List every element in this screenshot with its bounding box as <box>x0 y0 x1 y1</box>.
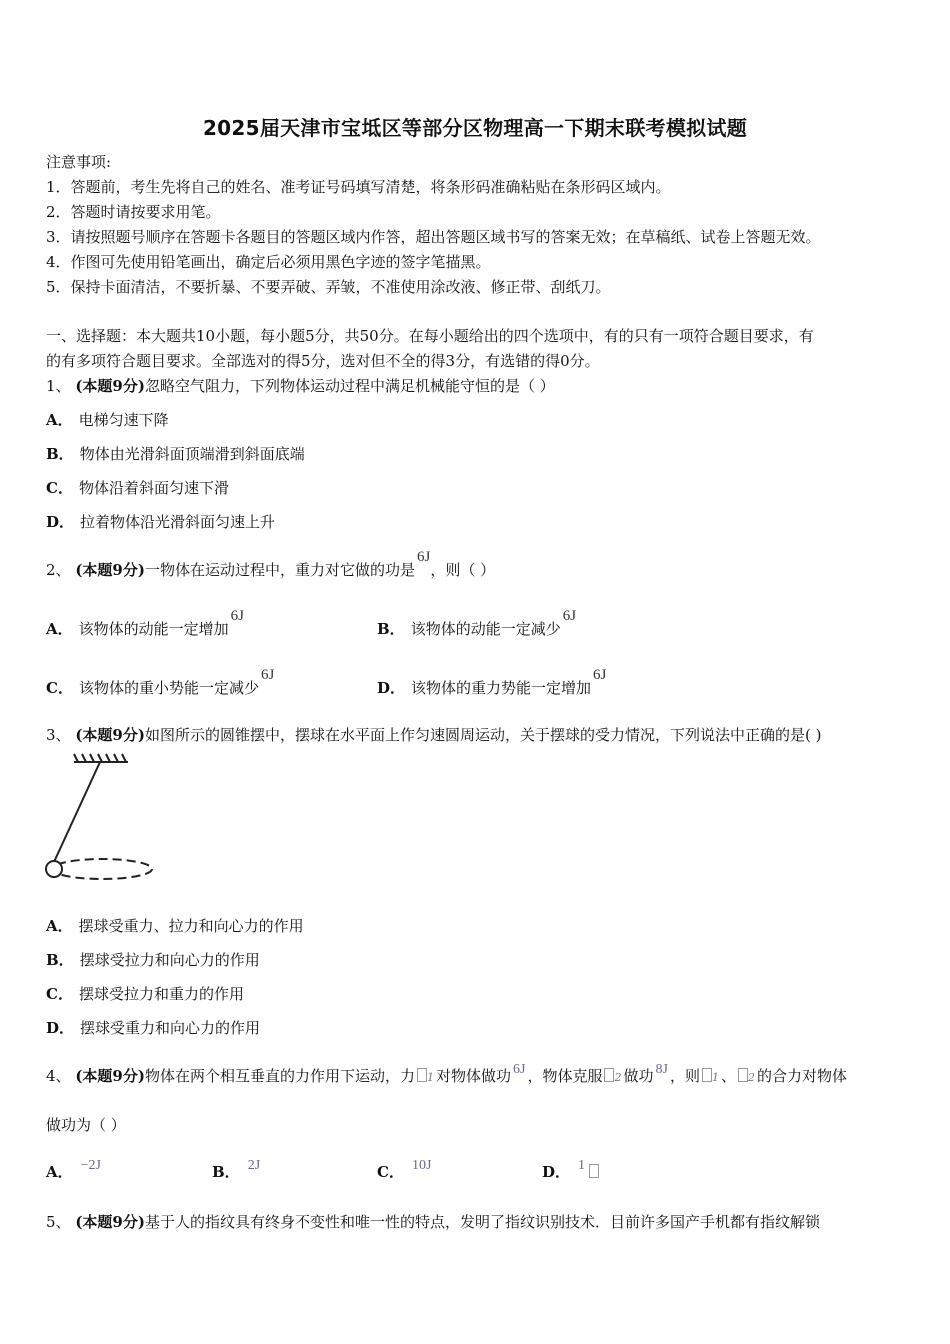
question-text: 的合力对物体 <box>756 1067 847 1085</box>
question-2-option-a <box>46 608 244 640</box>
question-2-stem <box>46 549 496 581</box>
question-3-option-d <box>46 1018 260 1038</box>
section-header-line: 一、选择题：本大题共10小题，每小题5分，共50分。在每小题给出的四个选项中，有的只有一项符合题目要求，有 <box>46 327 814 345</box>
pendulum-string <box>54 762 100 862</box>
question-text: 做功 <box>623 1067 654 1085</box>
option-value: 6J <box>230 608 244 624</box>
question-4-stem-line2: 做功为（ ） <box>46 1116 126 1134</box>
question-1-option-b <box>46 444 305 464</box>
option-value: 6J <box>562 608 577 624</box>
option-label: C． <box>46 679 73 697</box>
option-text: 摆球受重力和向心力的作用 <box>80 1019 261 1037</box>
option-text: 该物体的动能一定减少 <box>410 620 561 638</box>
option-text: 该物体的重力势能一定增加 <box>411 679 592 697</box>
option-label: D． <box>46 513 75 531</box>
notice-item: 2．答题时请按要求用笔。 <box>46 203 221 221</box>
question-number: 1、 <box>46 377 71 395</box>
force-symbol-box <box>417 1068 427 1082</box>
question-number: 5、 <box>46 1213 71 1231</box>
pendulum-bob <box>46 861 62 877</box>
question-2-option-b <box>377 608 577 640</box>
option-label: D． <box>377 679 406 697</box>
option-value: 2J <box>247 1158 261 1173</box>
force-subscript: 2 <box>747 1071 755 1084</box>
force-subscript: 2 <box>614 1071 622 1084</box>
question-4-stem <box>46 1062 847 1088</box>
question-text: ，则 <box>669 1067 700 1085</box>
question-4-option-d <box>542 1158 599 1184</box>
option-text: 摆球受拉力和重力的作用 <box>78 985 244 1003</box>
question-text: 忽略空气阻力，下列物体运动过程中满足机械能守恒的是（ ） <box>144 377 555 395</box>
question-3-stem <box>46 725 821 745</box>
option-text: 电梯匀速下降 <box>78 411 169 429</box>
option-text: 摆球受拉力和向心力的作用 <box>79 951 260 969</box>
force-symbol-box <box>738 1068 748 1082</box>
question-2-option-d <box>377 667 607 699</box>
option-label: A． <box>46 1163 73 1181</box>
question-text: 基于人的指纹具有终身不变性和唯一性的特点，发明了指纹识别技术．目前许多国产手机都有指纹解锁 <box>144 1213 820 1231</box>
option-value: 10J <box>411 1158 432 1173</box>
question-text: 如图所示的圆锥摆中，摆球在水平面上作匀速圆周运动，关于摆球的受力情况，下列说法中正确的是( ) <box>144 726 822 744</box>
question-number: 2、 <box>46 561 71 579</box>
option-label: B． <box>46 445 74 463</box>
question-text: ，物体克服 <box>527 1067 603 1085</box>
notice-item: 5．保持卡面清洁，不要折暴、不要弄破、弄皱，不准使用涂改液、修正带、刮纸刀。 <box>46 278 611 296</box>
option-value: 6J <box>593 667 607 683</box>
option-label: A． <box>46 411 73 429</box>
option-text: 摆球受重力、拉力和向心力的作用 <box>78 917 304 935</box>
question-score: (本题9分) <box>75 1067 145 1085</box>
question-score: (本题9分) <box>75 1213 145 1231</box>
question-text-end: ，则（ ） <box>430 561 496 579</box>
question-1-option-c <box>46 478 229 498</box>
notice-item: 1．答题前，考生先将自己的姓名、准考证号码填写清楚，将条形码准确粘贴在条形码区域内。 <box>46 178 671 196</box>
work-value: 8J <box>655 1062 668 1077</box>
option-label: D． <box>542 1163 571 1181</box>
ceiling-mount <box>74 754 128 762</box>
question-4-option-b <box>212 1158 262 1184</box>
question-score: (本题9分) <box>75 561 145 579</box>
question-3-option-c <box>46 984 244 1004</box>
separator: 、 <box>720 1067 736 1085</box>
question-number: 3、 <box>46 726 71 744</box>
pendulum-diagram <box>40 752 160 886</box>
force-subscript: 1 <box>426 1071 434 1084</box>
work-value: 6J <box>416 549 431 565</box>
notice-item: 4．作图可先使用铅笔画出，确定后必须用黑色字迹的签字笔描黑。 <box>46 253 491 271</box>
question-text: 一物体在运动过程中，重力对它做的功是 <box>144 561 415 579</box>
option-text: 拉着物体沿光滑斜面匀速上升 <box>80 513 276 531</box>
page-title: 2025届天津市宝坻区等部分区物理高一下期末联考模拟试题 <box>202 116 748 140</box>
option-value: −2J <box>80 1158 101 1173</box>
question-3-option-a <box>46 916 304 936</box>
option-label: A． <box>46 917 73 935</box>
option-text: 该物体的动能一定增加 <box>78 620 229 638</box>
option-label: A． <box>46 620 73 638</box>
option-value: 1 <box>578 1158 586 1173</box>
question-number: 4、 <box>46 1067 71 1085</box>
question-score: (本题9分) <box>75 377 145 395</box>
circular-path <box>52 859 152 879</box>
option-label: B． <box>212 1163 240 1181</box>
notice-item: 3．请按照题号顺序在答题卡各题目的答题区域内作答，超出答题区域书写的答案无效；在草稿纸、试卷上答题无效。 <box>46 228 821 246</box>
option-label: C． <box>46 479 73 497</box>
question-1-stem <box>46 376 555 396</box>
question-4-option-a <box>46 1158 103 1184</box>
question-1-option-a <box>46 410 169 430</box>
section-header-line: 的有多项符合题目要求。全部选对的得5分，选对但不全的得3分，有选错的得0分。 <box>46 352 600 370</box>
option-label: B． <box>46 951 74 969</box>
question-4-option-c <box>377 1158 433 1184</box>
notice-heading: 注意事项: <box>46 153 112 171</box>
question-1-option-d <box>46 512 275 532</box>
option-text: 物体沿着斜面匀速下滑 <box>78 479 229 497</box>
conical-pendulum-figure <box>40 752 160 890</box>
question-3-option-b <box>46 950 260 970</box>
option-label: C． <box>377 1163 404 1181</box>
force-symbol-box <box>702 1068 712 1082</box>
work-value: 6J <box>513 1062 526 1077</box>
question-text: 对物体做功 <box>435 1067 511 1085</box>
option-label: C． <box>46 985 73 1003</box>
option-text: 物体由光滑斜面顶端滑到斜面底端 <box>79 445 305 463</box>
force-symbol-box <box>604 1068 614 1082</box>
option-label: B． <box>377 620 405 638</box>
force-subscript: 1 <box>711 1071 719 1084</box>
unit-symbol-box <box>589 1164 599 1178</box>
question-score: (本题9分) <box>75 726 145 744</box>
question-2-option-c <box>46 667 275 699</box>
question-text: 物体在两个相互垂直的力作用下运动，力 <box>144 1067 415 1085</box>
option-label: D． <box>46 1019 75 1037</box>
option-text: 该物体的重小势能一定减少 <box>78 679 259 697</box>
question-5-stem <box>46 1212 820 1232</box>
option-value: 6J <box>260 667 275 683</box>
